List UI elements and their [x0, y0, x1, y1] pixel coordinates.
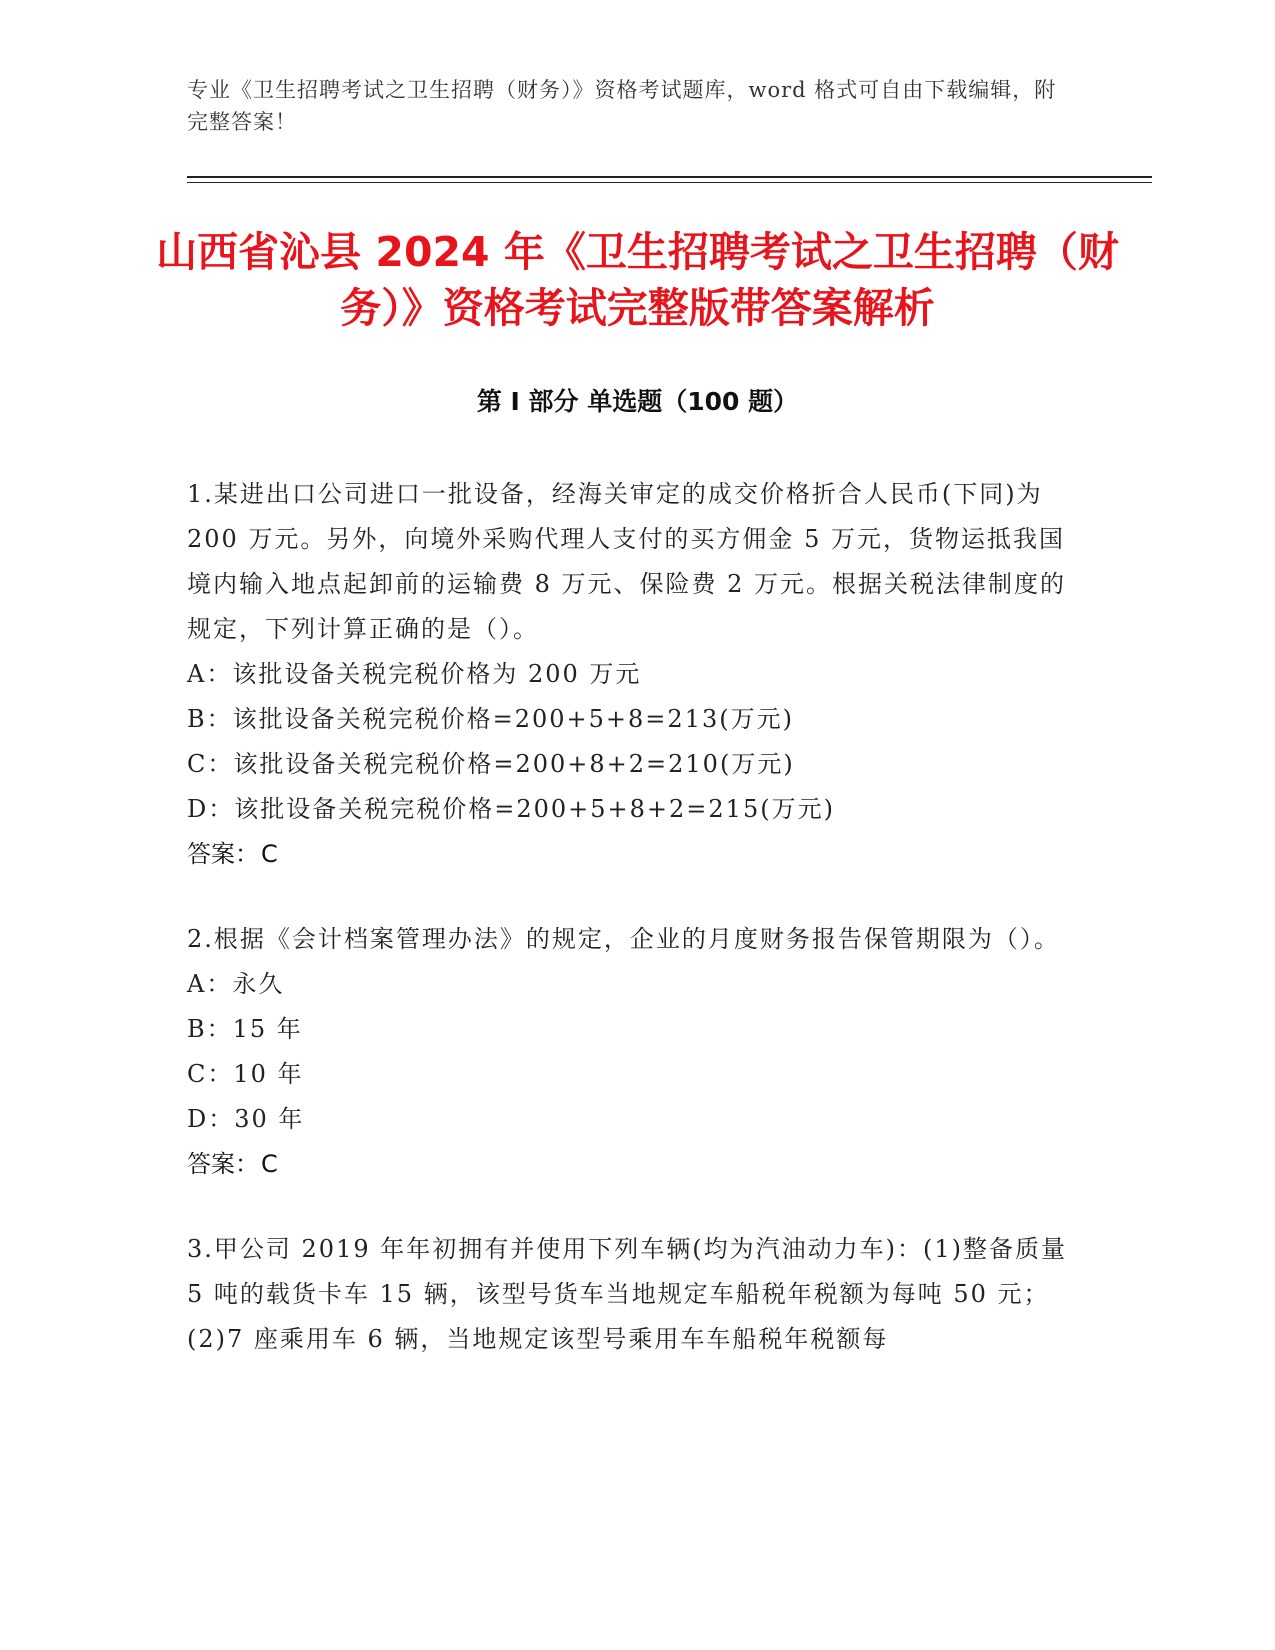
section-title: 第 I 部分 单选题（100 题） [476, 387, 799, 416]
answer-label: 答案： [187, 1150, 259, 1178]
question-stem: 3.甲公司 2019 年年初拥有并使用下列车辆(均为汽油动力车)：(1)整备质量 5 吨的载货卡车 15 辆，该型号货车当地规定车船税年税额为每吨 50 元；(2)7 座乘用车 6 辆，当地规定该型号乘用车车船税年税额每 [187, 1235, 1067, 1353]
question-3 [187, 1227, 1067, 1362]
question-stem: 2.根据《会计档案管理办法》的规定，企业的月度财务报告保管期限为（）。 [187, 925, 1060, 953]
header-note: 专业《卫生招聘考试之卫生招聘（财务）》资格考试题库，word 格式可自由下载编辑，附完整答案！ [187, 78, 1057, 134]
answer-value: C [261, 840, 278, 868]
question-stem: 1.某进出口公司进口一批设备，经海关审定的成交价格折合人民币(下同)为 200 万元。另外，向境外采购代理人支付的买方佣金 5 万元，货物运抵我国境内输入地点起卸前的运输费 8 万元、保险费 2 万元。根据关税法律制度的规定，下列计算正确的是（）。 [187, 480, 1067, 643]
option-b: B：该批设备关税完税价格=200+5+8=213(万元) [187, 705, 794, 733]
option-d: D：该批设备关税完税价格=200+5+8+2=215(万元) [187, 795, 835, 823]
option-a: A：永久 [187, 970, 285, 998]
option-d: D：30 年 [187, 1105, 305, 1133]
answer-value: C [261, 1150, 278, 1178]
answer-label: 答案： [187, 840, 259, 868]
header-divider-thin [187, 182, 1152, 183]
header-divider-thick [187, 176, 1152, 178]
document-title: 山西省沁县 2024 年《卫生招聘考试之卫生招聘（财务）》资格考试完整版带答案解析 [156, 228, 1119, 332]
option-c: C：该批设备关税完税价格=200+8+2=210(万元) [187, 750, 795, 778]
option-b: B：15 年 [187, 1015, 303, 1043]
option-c: C：10 年 [187, 1060, 304, 1088]
answer-line [187, 832, 1067, 877]
option-a: A：该批设备关税完税价格为 200 万元 [187, 660, 642, 688]
question-1 [187, 472, 1067, 877]
question-list [187, 472, 1067, 1402]
answer-line [187, 1142, 1067, 1187]
question-2 [187, 917, 1067, 1187]
